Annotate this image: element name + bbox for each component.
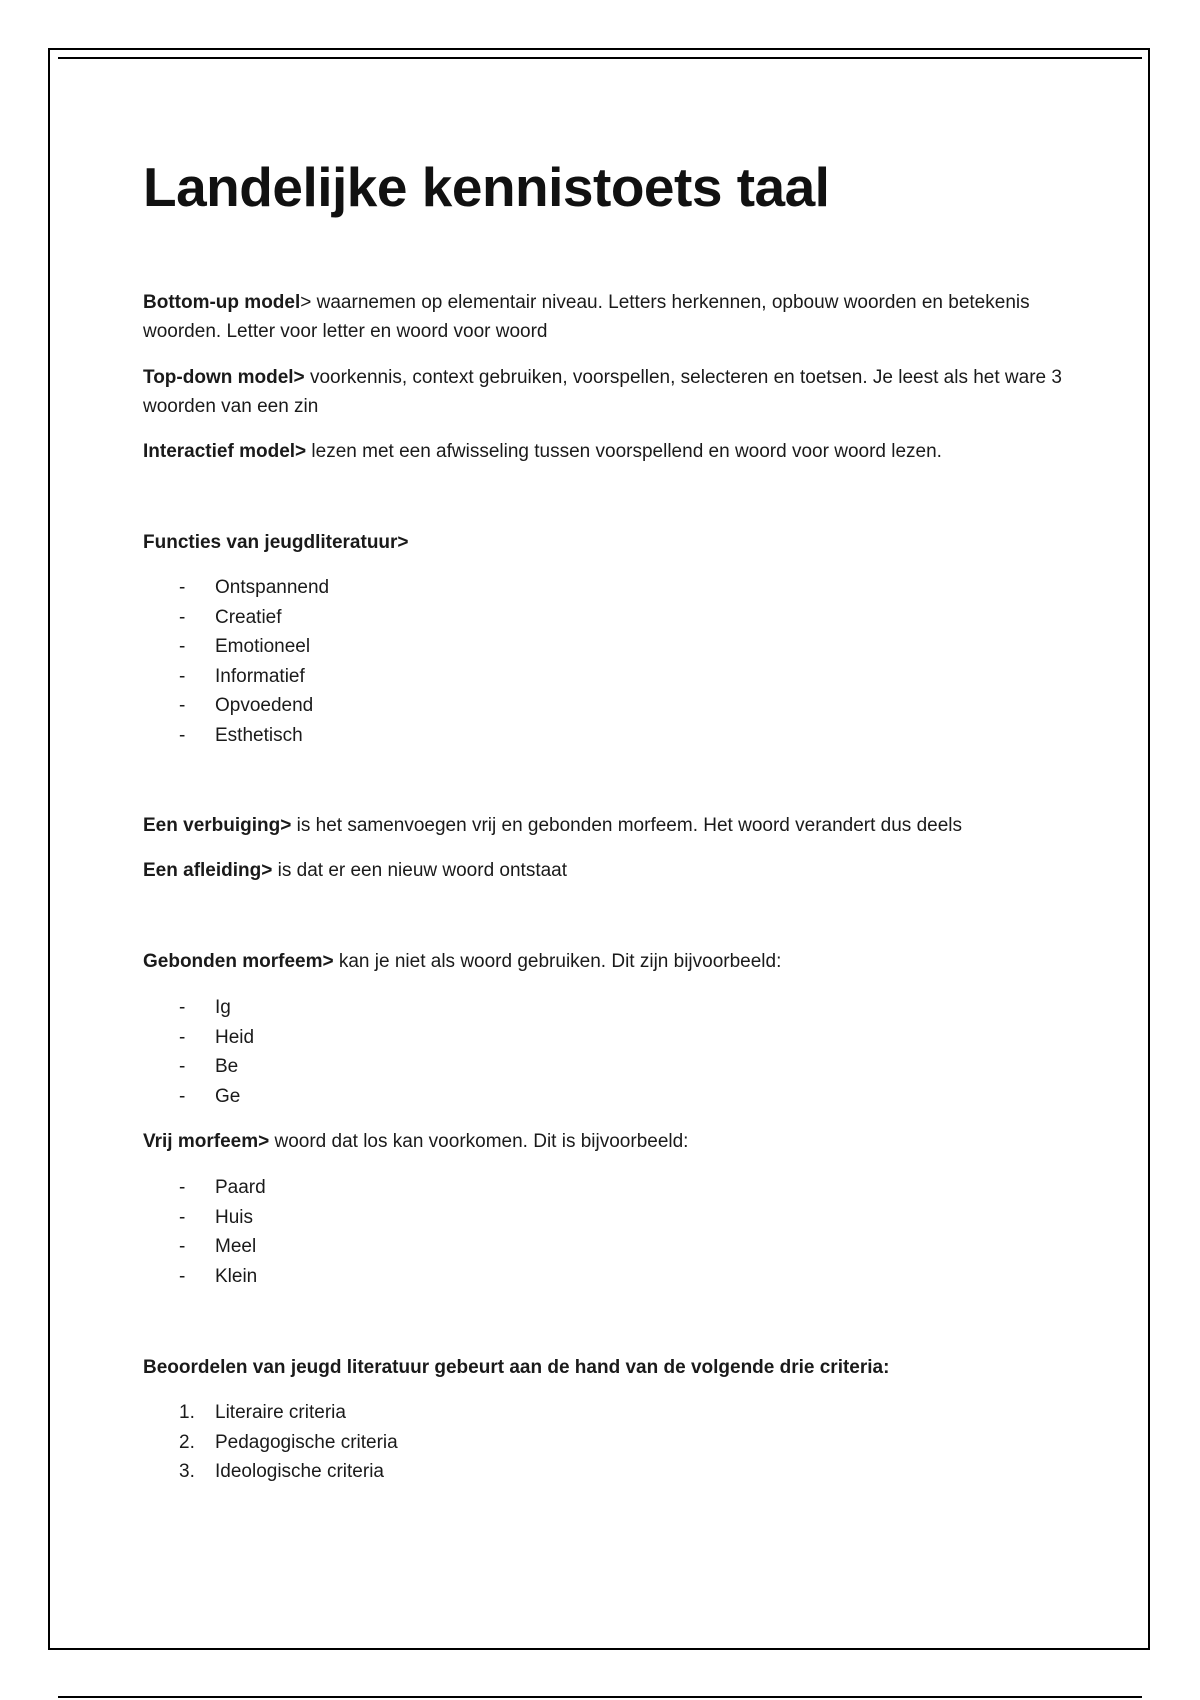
list-item: - Klein [143, 1262, 1083, 1292]
heading-beoordelen: Beoordelen van jeugd literatuur gebeurt aan de hand van de volgende drie criteria: [143, 1357, 890, 1378]
footer-rule [58, 1696, 1142, 1698]
vrij-morfeem-list [143, 1173, 1083, 1291]
number-marker: 2. [179, 1431, 195, 1453]
dash-marker: - [179, 724, 186, 746]
criteria-list [143, 1398, 1083, 1487]
dash-marker: - [179, 636, 186, 657]
functies-list [143, 573, 1083, 750]
text-interactief: lezen met een afwisseling tussen voorspellend en woord voor woord lezen. [306, 441, 942, 462]
text-bottom-up: > waarnemen op elementair niveau. Letters herkennen, opbouw woorden en betekenis woorden. Letter voor letter en woord voor woord [143, 292, 1030, 342]
paragraph-verbuiging [143, 811, 1083, 840]
list-item: - Informatief [143, 662, 1083, 692]
dash-marker: - [179, 1085, 186, 1107]
term-verbuiging: Een verbuiging> [143, 815, 292, 836]
paragraph-top-down [143, 363, 1083, 421]
term-top-down: Top-down model> [143, 367, 305, 388]
gebonden-morfeem-list [143, 993, 1083, 1111]
text-verbuiging: is het samenvoegen vrij en gebonden morfeem. Het woord verandert dus deels [291, 815, 963, 836]
paragraph-interactief [143, 437, 1083, 466]
term-interactief: Interactief model> [143, 441, 307, 462]
list-item: 3. Ideologische criteria [143, 1457, 1083, 1487]
list-item: - Esthetisch [143, 721, 1083, 751]
dash-marker: - [179, 695, 186, 716]
dash-marker: - [179, 665, 186, 687]
dash-marker: - [179, 1236, 186, 1257]
dash-marker: - [179, 1177, 186, 1198]
list-item: - Heid [143, 1023, 1083, 1053]
dash-marker: - [179, 1265, 186, 1287]
paragraph-gebonden-morfeem [143, 947, 1083, 976]
list-item: 1. Literaire criteria [143, 1398, 1083, 1428]
list-item: - Opvoedend [143, 691, 1083, 721]
list-item: - Paard [143, 1173, 1083, 1203]
heading-functies: Functies van jeugdliteratuur> [143, 532, 409, 553]
text-gebonden-morfeem: kan je niet als woord gebruiken. Dit zijn bijvoorbeeld: [333, 951, 782, 972]
list-item: - Ontspannend [143, 573, 1083, 603]
text-vrij-morfeem: woord dat los kan voorkomen. Dit is bijvoorbeeld: [269, 1131, 689, 1152]
paragraph-vrij-morfeem [143, 1127, 1083, 1156]
dash-marker: - [179, 577, 186, 598]
term-vrij-morfeem: Vrij morfeem> [143, 1131, 270, 1152]
term-gebonden-morfeem: Gebonden morfeem> [143, 951, 334, 972]
paragraph-bottom-up [143, 288, 1083, 346]
list-item: - Emotioneel [143, 632, 1083, 662]
text-afleiding: is dat er een nieuw woord ontstaat [272, 860, 568, 881]
term-bottom-up: Bottom-up model [143, 292, 301, 313]
dash-marker: - [179, 1206, 186, 1228]
dash-marker: - [179, 1026, 186, 1048]
list-item: 2. Pedagogische criteria [143, 1428, 1083, 1458]
dash-marker: - [179, 997, 186, 1018]
term-afleiding: Een afleiding> [143, 860, 273, 881]
number-marker: 1. [179, 1402, 195, 1423]
page-title: Landelijke kennistoets taal [143, 156, 830, 218]
header-rule [58, 57, 1142, 59]
list-item: - Be [143, 1052, 1083, 1082]
text-top-down: voorkennis, context gebruiken, voorspellen, selecteren en toetsen. Je leest als het ware 3 woorden van een zin [143, 367, 1062, 417]
paragraph-afleiding [143, 856, 1083, 885]
list-item: - Ge [143, 1082, 1083, 1112]
list-item: - Creatief [143, 603, 1083, 633]
dash-marker: - [179, 606, 186, 628]
list-item: - Meel [143, 1232, 1083, 1262]
number-marker: 3. [179, 1461, 195, 1482]
list-item: - Ig [143, 993, 1083, 1023]
document-body [143, 140, 1083, 1487]
list-item: - Huis [143, 1203, 1083, 1233]
dash-marker: - [179, 1056, 186, 1077]
